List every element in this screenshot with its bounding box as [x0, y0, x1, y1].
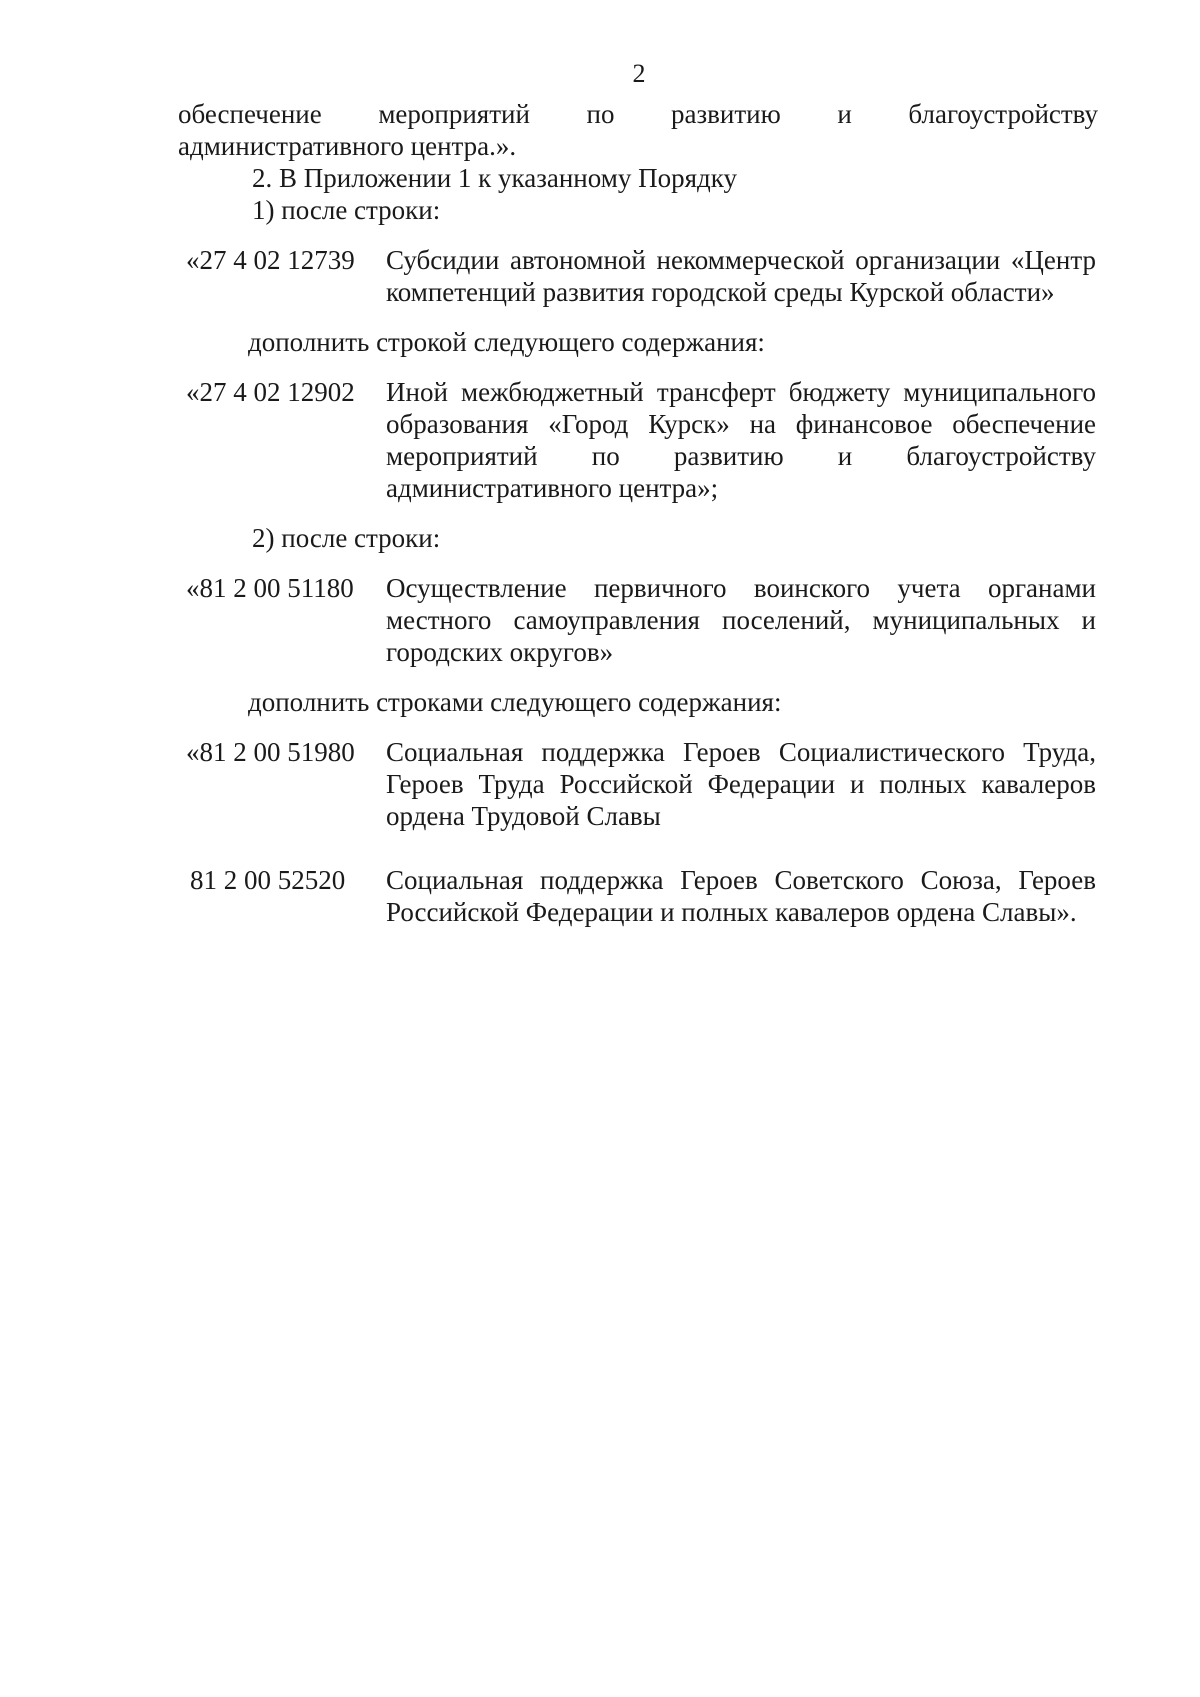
budget-description: Социальная поддержка Героев Советского Союза, Героев Российской Федерации и полных кавалеров ордена Славы». [386, 865, 1096, 927]
point-2-heading: 2. В Приложении 1 к указанному Порядку [252, 163, 737, 193]
instruction-add-lines: дополнить строками следующего содержания: [248, 687, 782, 717]
document-body [178, 98, 1098, 928]
budget-line-entry-2 [178, 376, 1098, 504]
subpoint-1: 1) после строки: [252, 195, 441, 225]
budget-code: «81 2 00 51980 [186, 737, 355, 767]
budget-code: «27 4 02 12902 [186, 377, 355, 407]
budget-description: Иной межбюджетный трансферт бюджету муниципального образования «Город Курск» на финансовое обеспечение мероприятий по развитию и благоустройству административного центра»; [386, 377, 1096, 503]
instruction-add-line: дополнить строкой следующего содержания: [248, 327, 765, 357]
page-number: 2 [632, 59, 646, 88]
budget-line-entry-4 [178, 736, 1098, 832]
intro-line-2: административного центра.». [178, 131, 517, 161]
subpoint-2: 2) после строки: [252, 523, 441, 553]
budget-description: Социальная поддержка Героев Социалистического Труда, Героев Труда Российской Федерации и полных кавалеров ордена Трудовой Славы [386, 737, 1096, 831]
budget-code: «27 4 02 12739 [186, 245, 355, 275]
intro-paragraph [178, 98, 1098, 162]
budget-description: Субсидии автономной некоммерческой организации «Центр компетенций развития городской среды Курской области» [386, 245, 1096, 307]
budget-line-entry-3 [178, 572, 1098, 668]
budget-line-entry-1 [178, 244, 1098, 308]
budget-line-entry-5 [178, 864, 1098, 928]
intro-line-1: обеспечение мероприятий по развитию и благоустройству [178, 99, 1098, 129]
budget-description: Осуществление первичного воинского учета органами местного самоуправления поселений, муниципальных и городских округов» [386, 573, 1096, 667]
budget-code: «81 2 00 51180 [186, 573, 354, 603]
budget-code: 81 2 00 52520 [190, 865, 346, 895]
